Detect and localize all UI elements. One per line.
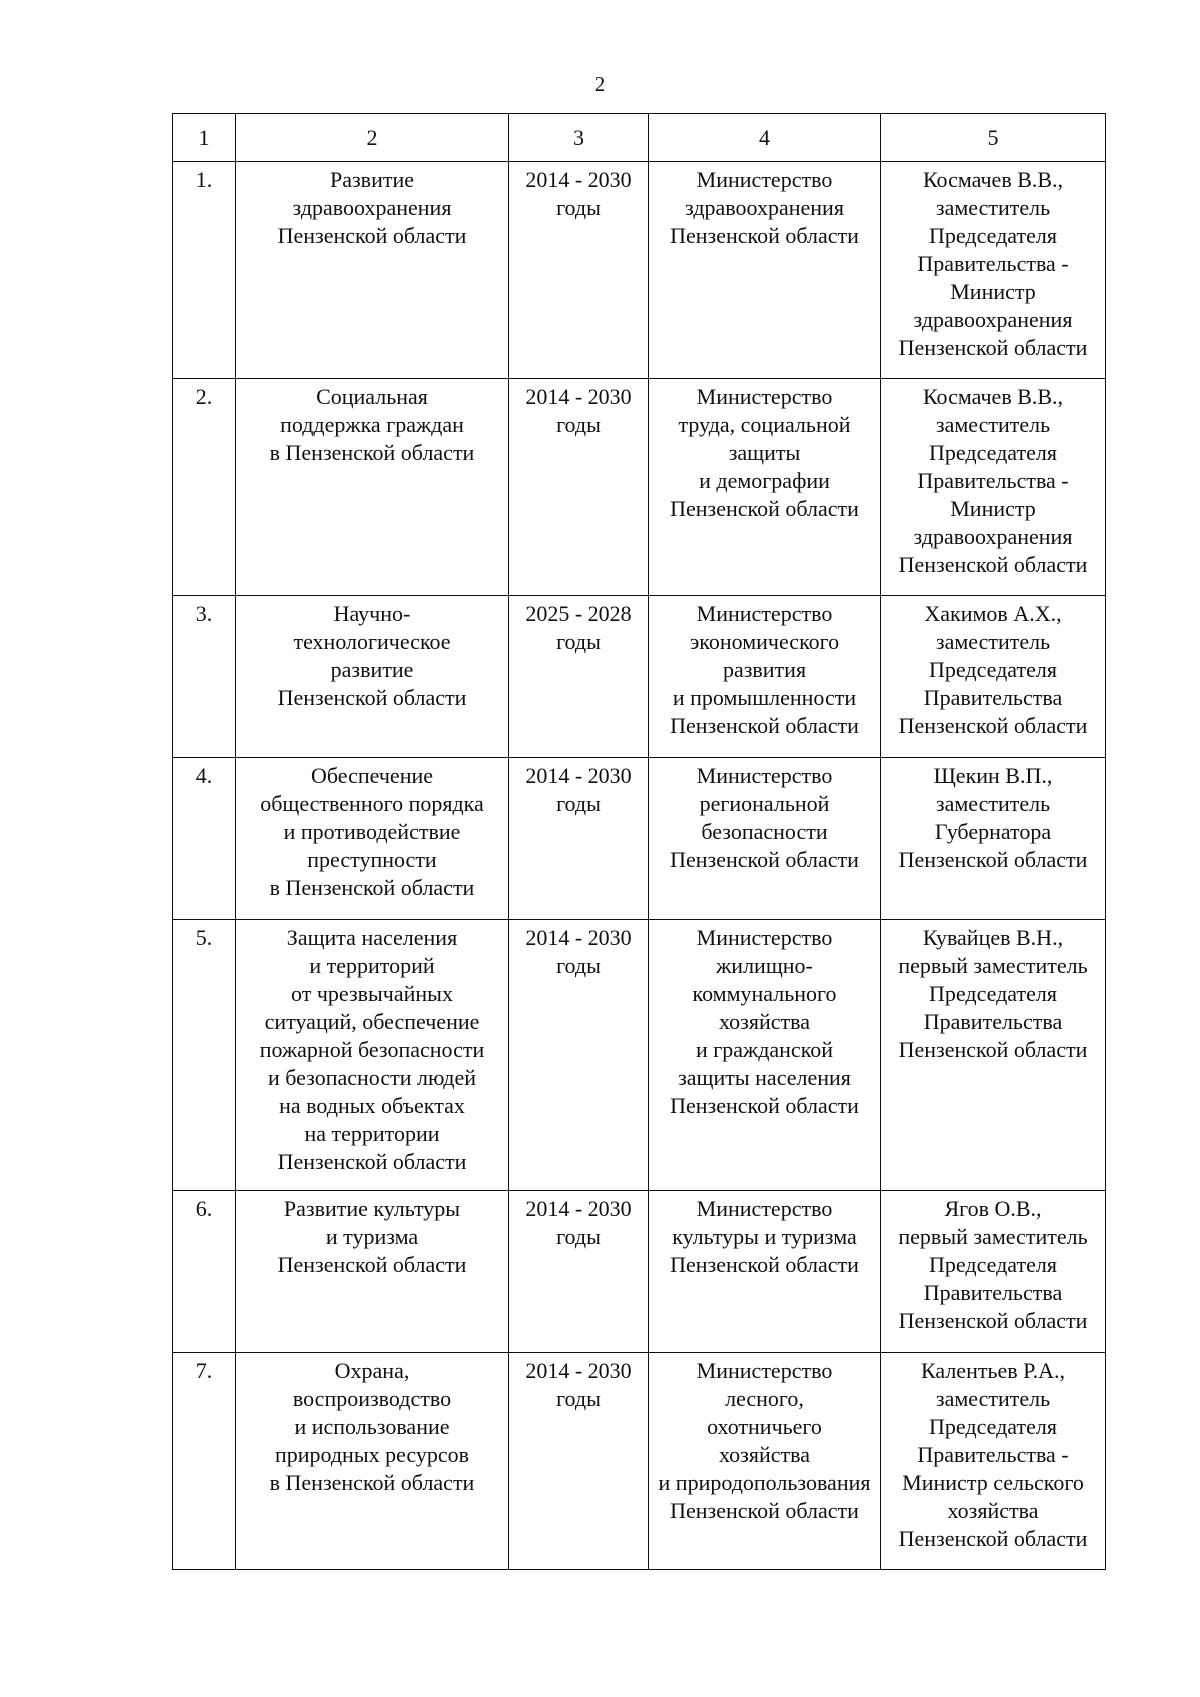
- row-number: 4.: [173, 758, 236, 920]
- program-name: Обеспечение общественного порядка и противодействие преступности в Пензенской области: [236, 758, 509, 920]
- program-period: 2014 - 2030 годы: [509, 1353, 649, 1570]
- program-curator: Ягов О.В., первый заместитель Председателя Правительства Пензенской области: [881, 1191, 1106, 1353]
- row-number: 6.: [173, 1191, 236, 1353]
- program-name: Охрана, воспроизводство и использование природных ресурсов в Пензенской области: [236, 1353, 509, 1570]
- program-period: 2014 - 2030 годы: [509, 379, 649, 596]
- program-curator: Кувайцев В.Н., первый заместитель Председателя Правительства Пензенской области: [881, 920, 1106, 1191]
- table-row: [173, 162, 1106, 379]
- program-period: 2014 - 2030 годы: [509, 920, 649, 1191]
- responsible-executor: Министерство экономического развития и промышленности Пензенской области: [649, 596, 881, 758]
- program-curator: Щекин В.П., заместитель Губернатора Пензенской области: [881, 758, 1106, 920]
- program-name: Защита населения и территорий от чрезвычайных ситуаций, обеспечение пожарной безопасности и безопасности людей на водных объектах на территории Пензенской области: [236, 920, 509, 1191]
- column-header-period: 3: [509, 114, 649, 162]
- responsible-executor: Министерство региональной безопасности Пензенской области: [649, 758, 881, 920]
- program-curator: Хакимов А.Х., заместитель Председателя Правительства Пензенской области: [881, 596, 1106, 758]
- table-row: [173, 1353, 1106, 1570]
- responsible-executor: Министерство культуры и туризма Пензенской области: [649, 1191, 881, 1353]
- row-number: 3.: [173, 596, 236, 758]
- column-header-executor: 4: [649, 114, 881, 162]
- table-row: [173, 596, 1106, 758]
- table-header-row: [173, 114, 1106, 162]
- table-row: [173, 758, 1106, 920]
- program-curator: Космачев В.В., заместитель Председателя Правительства - Министр здравоохранения Пензенской области: [881, 162, 1106, 379]
- page-number: 2: [594, 72, 606, 96]
- row-number: 5.: [173, 920, 236, 1191]
- programs-table: [172, 113, 1106, 1570]
- responsible-executor: Министерство труда, социальной защиты и демографии Пензенской области: [649, 379, 881, 596]
- column-header-curator: 5: [881, 114, 1106, 162]
- program-period: 2014 - 2030 годы: [509, 758, 649, 920]
- program-curator: Калентьев Р.А., заместитель Председателя Правительства - Министр сельского хозяйства Пензенской области: [881, 1353, 1106, 1570]
- column-header-number: 1: [173, 114, 236, 162]
- column-header-name: 2: [236, 114, 509, 162]
- program-name: Социальная поддержка граждан в Пензенской области: [236, 379, 509, 596]
- table-row: [173, 920, 1106, 1191]
- responsible-executor: Министерство жилищно- коммунального хозяйства и гражданской защиты населения Пензенской области: [649, 920, 881, 1191]
- program-period: 2014 - 2030 годы: [509, 162, 649, 379]
- program-name: Развитие культуры и туризма Пензенской области: [236, 1191, 509, 1353]
- row-number: 7.: [173, 1353, 236, 1570]
- table-row: [173, 379, 1106, 596]
- program-name: Развитие здравоохранения Пензенской области: [236, 162, 509, 379]
- row-number: 2.: [173, 379, 236, 596]
- table-row: [173, 1191, 1106, 1353]
- program-name: Научно- технологическое развитие Пензенской области: [236, 596, 509, 758]
- responsible-executor: Министерство лесного, охотничьего хозяйства и природопользования Пензенской области: [649, 1353, 881, 1570]
- program-curator: Космачев В.В., заместитель Председателя Правительства - Министр здравоохранения Пензенской области: [881, 379, 1106, 596]
- responsible-executor: Министерство здравоохранения Пензенской области: [649, 162, 881, 379]
- program-period: 2014 - 2030 годы: [509, 1191, 649, 1353]
- program-period: 2025 - 2028 годы: [509, 596, 649, 758]
- row-number: 1.: [173, 162, 236, 379]
